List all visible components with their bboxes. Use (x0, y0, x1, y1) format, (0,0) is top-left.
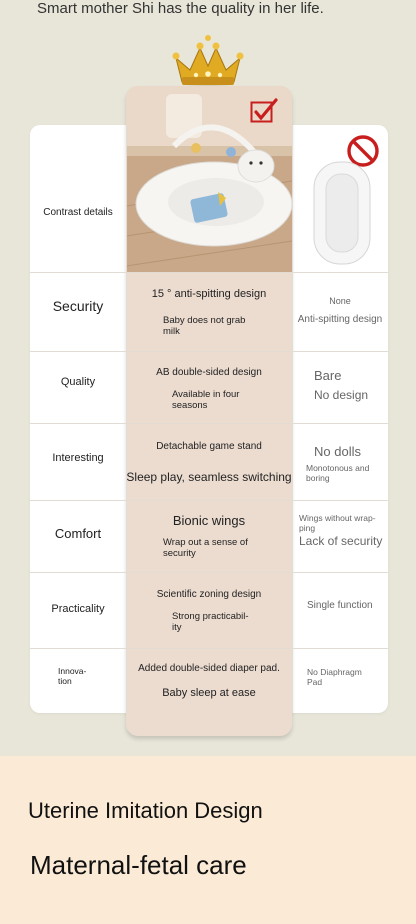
quality-competitor: Bare (314, 368, 342, 383)
interesting-competitor: No dolls (314, 444, 361, 459)
security-competitor-note: Anti-spitting design (297, 314, 383, 325)
security-feature: 15 ° anti-spitting design (151, 288, 267, 300)
row-label-security: Security (52, 298, 104, 314)
quality-detail: Available in four seasons (172, 389, 240, 411)
innovation-feature: Added double-sided diaper pad. (138, 663, 280, 674)
bottom-banner (0, 756, 416, 924)
comfort-competitor-note: Lack of security (299, 534, 383, 548)
quality-feature: AB double-sided design (156, 367, 262, 378)
innovation-detail: Baby sleep at ease (162, 687, 256, 699)
security-competitor: None (329, 296, 351, 306)
comfort-competitor: Wings without wrap-ping (299, 513, 376, 533)
quality-competitor-note: No design (314, 388, 369, 402)
interesting-competitor-note: Monotonous and boring (306, 463, 370, 483)
row-label-quality: Quality (60, 376, 96, 388)
interesting-feature: Detachable game stand (156, 441, 262, 452)
row-label-practicality: Practicality (51, 603, 105, 615)
contrast-label: Contrast details (43, 207, 113, 218)
comfort-detail: Wrap out a sense of security (163, 537, 248, 559)
crown-icon (168, 34, 248, 92)
practicality-competitor: Single function (307, 600, 373, 611)
comfort-feature: Bionic wings (172, 513, 246, 528)
security-detail: Baby does not grab milk (163, 315, 246, 337)
row-divider (30, 272, 388, 273)
interesting-detail: Sleep play, seamless switching (126, 470, 292, 484)
banner-subheading: Maternal-fetal care (30, 850, 247, 880)
row-label-comfort: Comfort (54, 526, 102, 541)
competitor-nest-image (310, 160, 374, 266)
practicality-detail: Strong practicabil-ity (172, 611, 249, 633)
row-divider (30, 572, 388, 573)
row-divider (30, 500, 388, 501)
banner-heading: Uterine Imitation Design (28, 798, 263, 823)
row-label-innovation: Innova-tion (58, 666, 87, 686)
column-divider (126, 125, 127, 713)
practicality-feature: Scientific zoning design (156, 589, 262, 600)
row-divider (30, 423, 388, 424)
innovation-competitor: No Diaphragm Pad (307, 667, 362, 687)
row-divider (30, 351, 388, 352)
check-icon (250, 98, 278, 124)
tagline: Smart mother Shi has the quality in her life. (37, 0, 324, 17)
column-divider (292, 125, 293, 713)
row-label-interesting: Interesting (52, 452, 104, 464)
row-divider (30, 648, 388, 649)
